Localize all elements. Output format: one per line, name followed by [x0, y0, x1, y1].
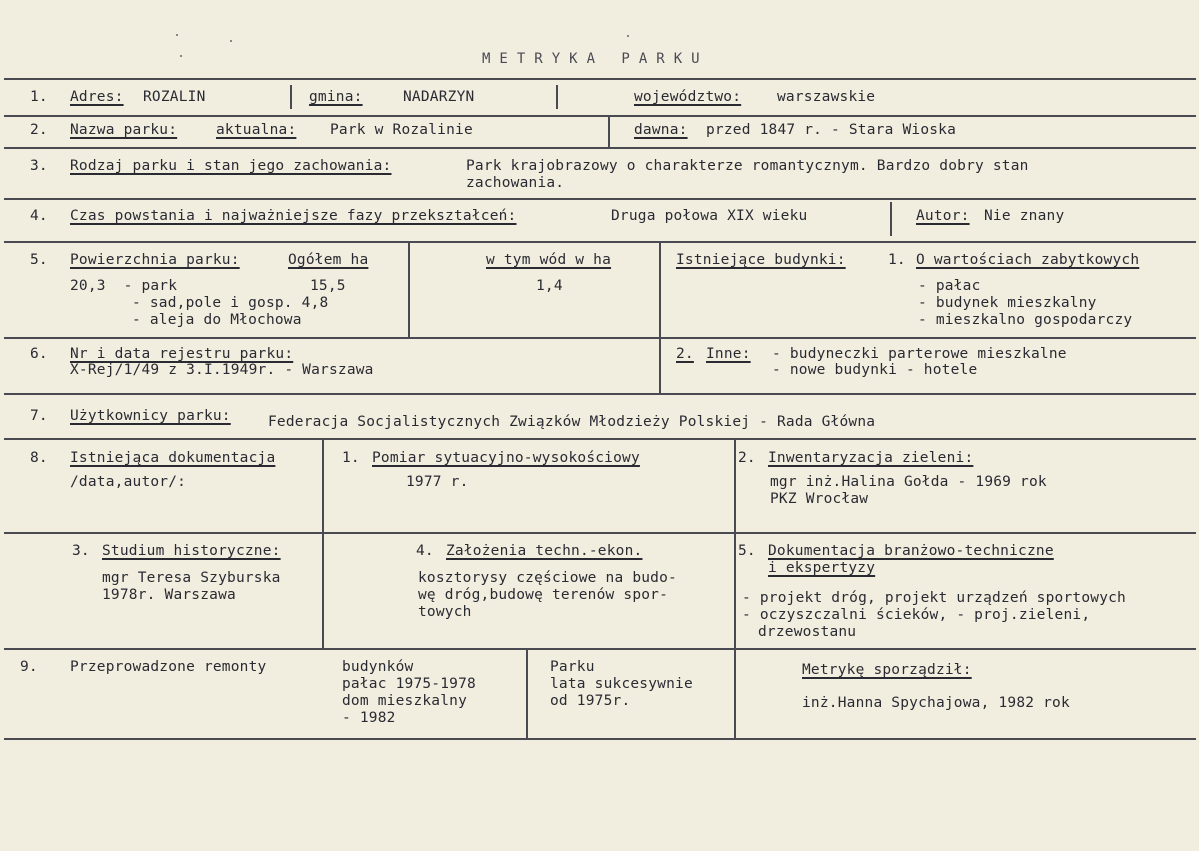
vrule-r8b: [734, 440, 736, 738]
rule-4-5: [4, 241, 1196, 243]
pomiar-value: 1977 r.: [406, 474, 469, 490]
speck: [180, 55, 182, 57]
studium-line-2: 1978r. Warszawa: [102, 587, 236, 603]
speck: [230, 40, 232, 42]
row-6-number: 6.: [30, 346, 48, 362]
aktualna-value: Park w Rozalinie: [330, 122, 473, 138]
inne-line-1: - budyneczki parterowe mieszkalne: [772, 346, 1067, 362]
powierzchnia-label: Powierzchnia parku:: [70, 252, 240, 268]
branzowa-label-1: Dokumentacja branżowo-techniczne: [768, 543, 1054, 559]
gmina-label: gmina:: [309, 89, 363, 105]
row-1-number: 1.: [30, 89, 48, 105]
branzowa-line-1: - projekt dróg, projekt urządzeń sportowych: [742, 590, 1126, 606]
remonty-budynki-line-4: - 1982: [342, 710, 396, 726]
branzowa-line-2: - oczyszczalni ścieków, - proj.zieleni,: [742, 607, 1091, 623]
rule-2-3: [4, 147, 1196, 149]
autor-label: Autor:: [916, 208, 970, 224]
rule-8-9: [4, 648, 1196, 650]
dokumentacja-label: Istniejąca dokumentacja: [70, 450, 276, 466]
vrule-r1a: [290, 85, 292, 109]
powierzchnia-line-3: - aleja do Młochowa: [132, 312, 302, 328]
remonty-park-line-2: lata sukcesywnie: [550, 676, 693, 692]
zalozenia-line-2: wę dróg,budowę terenów spor-: [418, 587, 669, 603]
rule-7-8: [4, 438, 1196, 440]
row-4-number: 4.: [30, 208, 48, 224]
dokumentacja-label-2: /data,autor/:: [70, 474, 187, 490]
ogolem-label: Ogółem ha: [288, 252, 369, 268]
uzytkownicy-label: Użytkownicy parku:: [70, 408, 231, 424]
rejestr-label: Nr i data rejestru parku:: [70, 346, 294, 362]
remonty-budynki-line-2: pałac 1975-1978: [342, 676, 476, 692]
row-7-number: 7.: [30, 408, 48, 424]
rule-5-6: [4, 337, 1196, 339]
zalozenia-line-3: towych: [418, 604, 472, 620]
inwentaryzacja-line-1: mgr inż.Halina Gołda - 1969 rok: [770, 474, 1047, 490]
budynki-item: - mieszkalno gospodarczy: [918, 312, 1133, 328]
row-2-number: 2.: [30, 122, 48, 138]
rule-8-sub: [4, 532, 1196, 534]
inwentaryzacja-line-2: PKZ Wrocław: [770, 491, 869, 507]
wojewodztwo-label: województwo:: [634, 89, 742, 105]
rule-6-7: [4, 393, 1196, 395]
wody-label: w tym wód w ha: [486, 252, 612, 268]
card-title: METRYKA PARKU: [482, 51, 709, 67]
rule-top: [4, 78, 1196, 80]
rule-3-4: [4, 198, 1196, 200]
dawna-label: dawna:: [634, 122, 688, 138]
inne-line-2: - nowe budynki - hotele: [772, 362, 978, 378]
branzowa-number: 5.: [738, 543, 756, 559]
vrule-r5b: [659, 242, 661, 393]
remonty-label: Przeprowadzone remonty: [70, 659, 267, 675]
zalozenia-line-1: kosztorysy częściowe na budo-: [418, 570, 677, 586]
czas-powstania-label: Czas powstania i najważniejsze fazy przekształceń:: [70, 208, 517, 224]
rodzaj-parku-label: Rodzaj parku i stan jego zachowania:: [70, 158, 392, 174]
metryke-sporzadzil-label: Metrykę sporządził:: [802, 662, 972, 678]
vrule-r9: [526, 650, 528, 738]
wojewodztwo-value: warszawskie: [777, 89, 876, 105]
zalozenia-label: Założenia techn.-ekon.: [446, 543, 643, 559]
row-5-number: 5.: [30, 252, 48, 268]
inne-label: Inne:: [706, 346, 751, 362]
uzytkownicy-value: Federacja Socjalistycznych Związków Młodzieży Polskiej - Rada Główna: [268, 414, 876, 430]
powierzchnia-line-2: - sad,pole i gosp. 4,8: [132, 295, 329, 311]
powierzchnia-line-1: 20,3 - park: [70, 278, 178, 294]
remonty-park-line-1: Parku: [550, 659, 595, 675]
vrule-r4: [890, 202, 892, 236]
nazwa-parku-label: Nazwa parku:: [70, 122, 178, 138]
remonty-park-line-3: od 1975r.: [550, 693, 631, 709]
rule-1-2: [4, 115, 1196, 117]
gmina-value: NADARZYN: [403, 89, 475, 105]
wody-value: 1,4: [536, 278, 563, 294]
istniejace-budynki-label: Istniejące budynki:: [676, 252, 846, 268]
adres-label: Adres:: [70, 89, 124, 105]
adres-value: ROZALIN: [143, 89, 206, 105]
rodzaj-parku-value-2: zachowania.: [466, 175, 565, 191]
remonty-budynki-line-1: budynków: [342, 659, 414, 675]
rule-bottom: [4, 738, 1196, 740]
zalozenia-number: 4.: [416, 543, 434, 559]
budynki-number: 1.: [888, 252, 906, 268]
row-3-number: 3.: [30, 158, 48, 174]
remonty-budynki-line-3: dom mieszkalny: [342, 693, 468, 709]
pomiar-label: Pomiar sytuacyjno-wysokościowy: [372, 450, 640, 466]
speck: [176, 34, 178, 36]
row-8-number: 8.: [30, 450, 48, 466]
powierzchnia-park-value: 15,5: [310, 278, 346, 294]
inne-number: 2.: [676, 346, 694, 362]
branzowa-label-2: i ekspertyzy: [768, 560, 876, 576]
row-9-number: 9.: [20, 659, 38, 675]
vrule-r5a: [408, 242, 410, 337]
inwentaryzacja-label: Inwentaryzacja zieleni:: [768, 450, 974, 466]
budynki-zabytkowe-label: O wartościach zabytkowych: [916, 252, 1140, 268]
autor-value: Nie znany: [984, 208, 1065, 224]
vrule-r8a: [322, 440, 324, 648]
budynki-item: - pałac: [918, 278, 981, 294]
speck: [627, 35, 629, 37]
budynki-item: - budynek mieszkalny: [918, 295, 1097, 311]
vrule-r1b: [556, 85, 558, 109]
dawna-value: przed 1847 r. - Stara Wioska: [706, 122, 957, 138]
studium-line-1: mgr Teresa Szyburska: [102, 570, 281, 586]
studium-number: 3.: [72, 543, 90, 559]
czas-powstania-value: Druga połowa XIX wieku: [611, 208, 808, 224]
rodzaj-parku-value-1: Park krajobrazowy o charakterze romantycznym. Bardzo dobry stan: [466, 158, 1029, 174]
studium-label: Studium historyczne:: [102, 543, 281, 559]
aktualna-label: aktualna:: [216, 122, 297, 138]
pomiar-number: 1.: [342, 450, 360, 466]
branzowa-line-3: drzewostanu: [758, 624, 857, 640]
vrule-r2: [608, 116, 610, 147]
rejestr-value: X-Rej/1/49 z 3.I.1949r. - Warszawa: [70, 362, 374, 378]
inwentaryzacja-number: 2.: [738, 450, 756, 466]
metryke-sporzadzil-value: inż.Hanna Spychajowa, 1982 rok: [802, 695, 1070, 711]
